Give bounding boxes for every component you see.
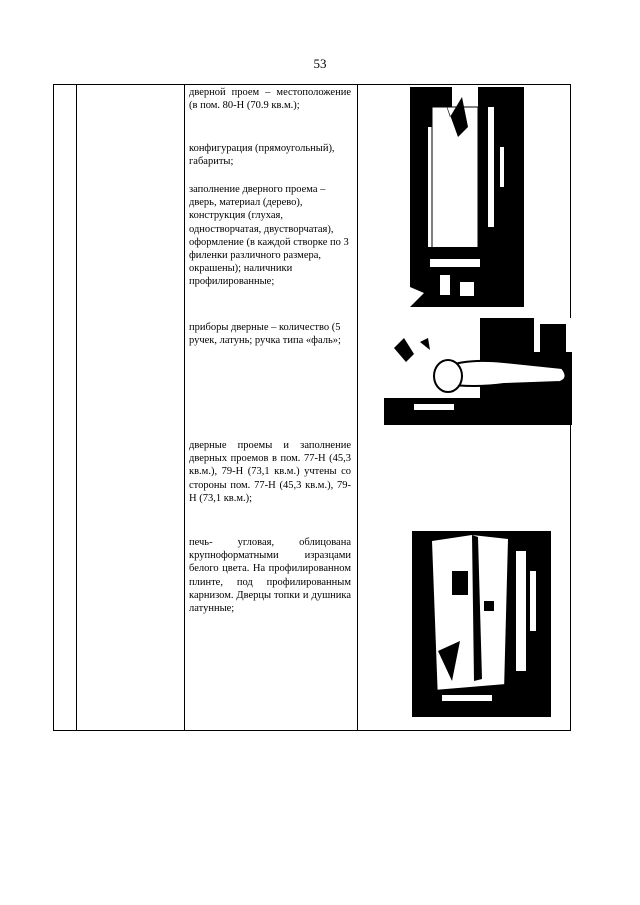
page-number: 53 xyxy=(313,56,327,71)
column-divider-3 xyxy=(357,85,358,730)
door-handle-photo xyxy=(384,318,572,425)
door-photo-image xyxy=(410,87,524,307)
door-handle-photo-image xyxy=(384,318,572,425)
stove-photo xyxy=(412,531,551,717)
stove-photo-image xyxy=(412,531,551,717)
description-table xyxy=(53,84,571,731)
door-photo xyxy=(410,87,524,307)
stove-text: печь- угловая, облицована крупноформатными изразцами белого цвета. На профилированном плинте, под профилированным карнизом. Дверцы топки и душника латунные; xyxy=(189,537,351,615)
configuration-text: конфигурация (прямоугольный), габариты; xyxy=(189,143,335,168)
door-hardware-text: приборы дверные – количество (5 ручек, латунь; ручка типа «фаль»; xyxy=(189,322,341,347)
column-divider-1 xyxy=(76,85,77,730)
doorway-location-text: дверной проем – местоположение (в пом. 80-Н (70.9 кв.м.); xyxy=(189,87,351,112)
door-filling-text: заполнение дверного проема – дверь, материал (дерево), конструкция (глухая, одностворчатая, двустворчатая), оформление (в каждой створке по 3 филенки различного размера, окрашены); наличники профилированные; xyxy=(189,184,349,288)
other-doorways-text: дверные проемы и заполнение дверных проемов в пом. 77-Н (45,3 кв.м.), 79-Н (73,1 кв.м.) учтены со стороны пом. 77-Н (45,3 кв.м.), 79-Н (73,1 кв.м.); xyxy=(189,440,351,504)
description-cell xyxy=(189,85,351,725)
column-divider-2 xyxy=(184,85,185,730)
